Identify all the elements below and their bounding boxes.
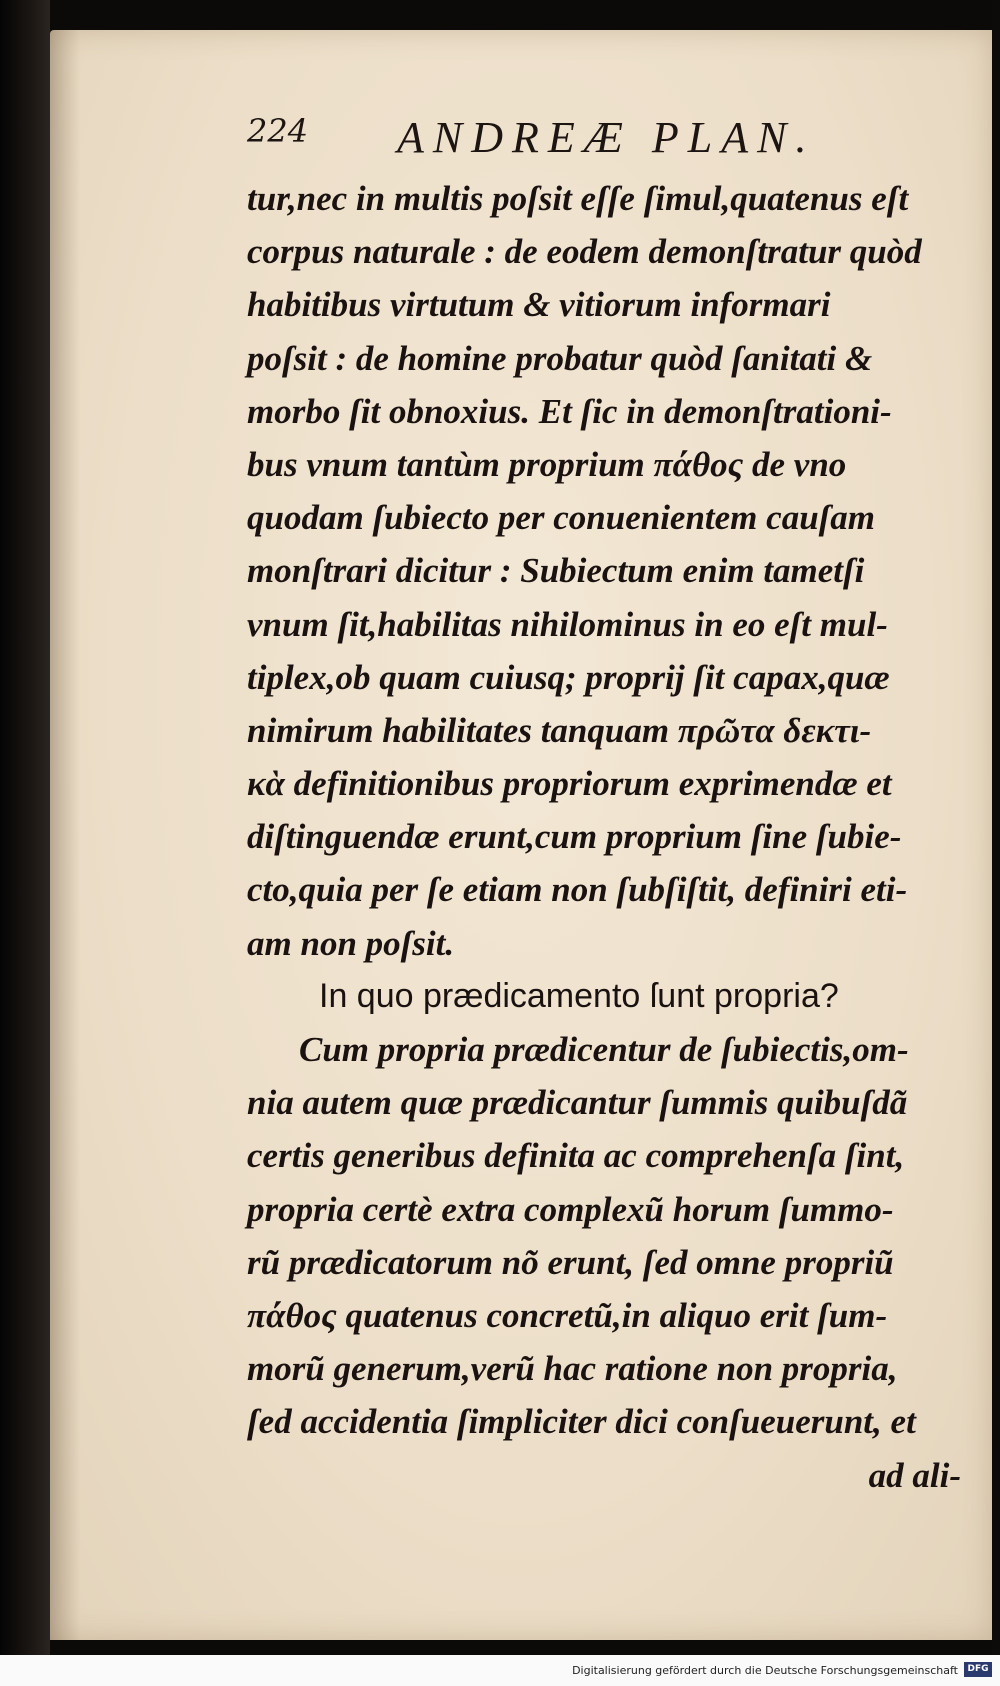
text-line: morũ generum,verũ hac ratione non propria, [247,1349,898,1389]
catchword: ad ali- [868,1455,961,1495]
scan-right-edge [992,0,1000,1686]
funding-credit: Digitalisierung gefördert durch die Deutsche Forschungsgemeinschaft [572,1664,958,1677]
dfg-logo-icon: DFG [964,1662,992,1677]
text-line: bus vnum tantùm proprium πάθος de vno [247,444,847,484]
text-line: ſed accidentia ſimpliciter dici conſueuerunt, et [247,1402,916,1442]
text-line: cto,quia per ſe etiam non ſubſiſtit, definiri eti- [247,870,908,910]
text-line: morbo ſit obnoxius. Et ſic in demonſtrationi- [247,391,892,431]
text-line: vnum ſit,habilitas nihilominus in eo eſt mul- [247,604,888,644]
text-line: rũ prædicatorum nõ erunt, ſed omne propriũ [247,1242,894,1282]
text-line: πάθος quatenus concretũ,in aliquo erit ſum- [247,1295,888,1335]
text-line: monſtrari dicitur : Subiectum enim tametſi [247,551,865,591]
text-line: tiplex,ob quam cuiusq; proprij ſit capax,quæ [247,657,890,697]
text-line: diſtinguendæ erunt,cum proprium ſine ſubie- [247,817,902,857]
digitization-footer [0,1655,1000,1686]
text-line: tur,nec in multis poſsit eſſe ſimul,quatenus eſt [247,179,909,218]
running-head: ANDREÆ PLAN. [397,113,816,162]
scan-left-edge [0,0,50,1686]
page-number: 224 [247,112,309,150]
text-line: κὰ definitionibus propriorum exprimendæ et [247,764,892,804]
text-block [247,172,973,1502]
text-line: propria certè extra complexũ horum ſummo- [247,1189,894,1229]
section-heading: In quo prædicamento ſunt propria? [319,976,839,1015]
text-line: poſsit : de homine probatur quòd ſanitati & [247,338,873,378]
text-line: certis generibus definita ac comprehenſa ſint, [247,1136,905,1176]
text-line: Cum propria prædicentur de ſubiectis,om- [299,1030,909,1069]
text-line: nimirum habilitates tanquam πρῶτα δεκτι- [247,710,872,750]
text-line: habitibus virtutum & vitiorum informari [247,285,831,325]
page-header [247,112,967,172]
text-line: quodam ſubiecto per conuenientem cauſam [247,498,876,538]
text-line: am non poſsit. [247,923,455,963]
gutter-shadow [50,30,80,1640]
text-line: nia autem quæ prædicantur ſummis quibuſdã [247,1083,908,1123]
text-line: corpus naturale : de eodem demonſtratur quòd [247,232,922,272]
